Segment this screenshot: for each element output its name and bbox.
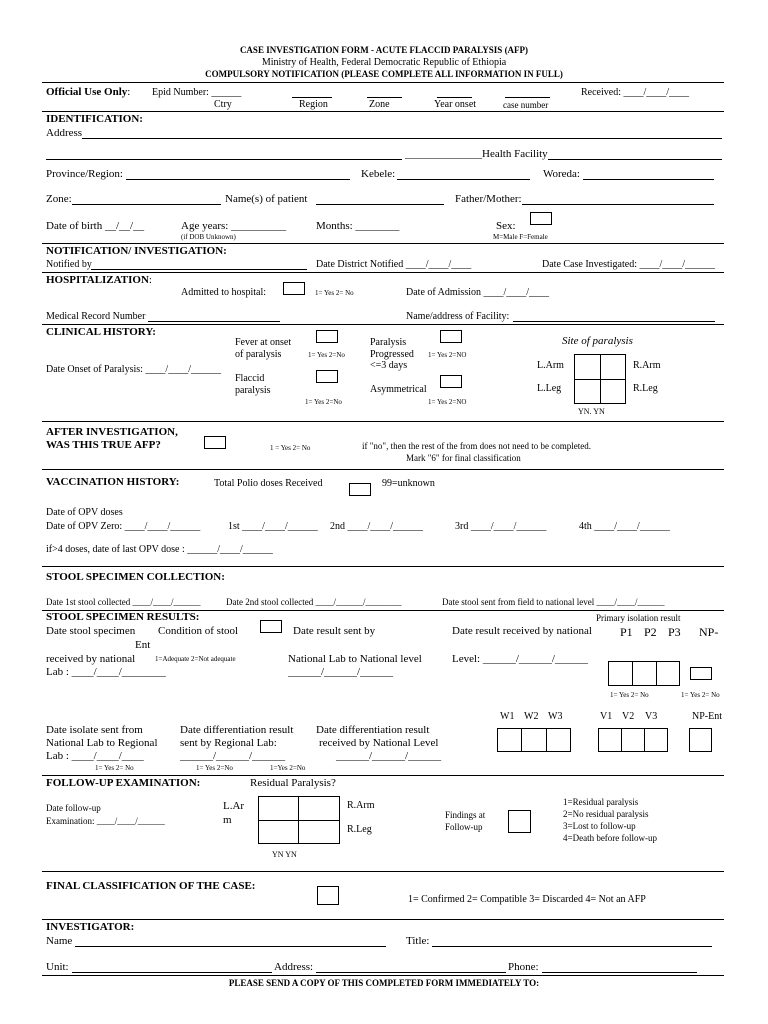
province-label: Province/Region: (46, 168, 123, 180)
condition-label: Condition of stool (158, 625, 239, 637)
opv-dose-3-date[interactable]: 3rd ____/____/______ (455, 521, 547, 532)
facility-label: Name/address of Facility: (406, 311, 510, 322)
w1-label: W1 (500, 711, 515, 722)
isolate-sent-label-2: National Lab to Regional (46, 737, 158, 749)
health-facility-field[interactable] (548, 159, 722, 160)
total-polio-doses-label: Total Polio doses Received (214, 478, 323, 489)
true-afp-checkbox[interactable] (204, 436, 226, 449)
date-onset-paralysis[interactable]: Date Onset of Paralysis: ____/____/______ (46, 364, 221, 375)
not-afp-note: if "no", then the rest of the from does not need to be completed. (362, 441, 592, 451)
hospitalization-heading: HOSPITALIZATION: (46, 274, 152, 286)
divider (42, 324, 724, 325)
isolate-sent-label: Date isolate sent from (46, 724, 143, 736)
divider (42, 566, 724, 567)
address-label: Address (46, 127, 83, 139)
fever-yes-no: 1= Yes 2=No (308, 351, 345, 359)
fever-checkbox[interactable] (316, 330, 338, 343)
vaccination-heading: VACCINATION HISTORY: (46, 476, 180, 488)
diff-sent-yes-no: 1= Yes 2=No (196, 764, 233, 772)
sex-note: M=Male F=Female (493, 233, 548, 241)
np-ent-checkbox[interactable] (690, 667, 712, 680)
paralysis-label-2: Progressed (370, 349, 414, 360)
zone-caption: Zone (369, 99, 390, 110)
adequate-note: 1=Adequate 2=Not adequate (155, 655, 236, 663)
unknown-note: 99=unknown (382, 478, 435, 489)
admitted-checkbox[interactable] (283, 282, 305, 295)
finding-option-3: 3=Lost to follow-up (563, 821, 636, 831)
region-caption: Region (299, 99, 328, 110)
date-received-national-label: Date result received by national (452, 625, 592, 637)
followup-date-label: Date follow-up (46, 803, 101, 813)
received-national-label: received by national (46, 653, 136, 665)
l-arm-label: L.Arm (537, 360, 564, 371)
primary-isolation-label: Primary isolation result (596, 613, 681, 623)
w-result-boxes[interactable] (497, 728, 571, 752)
notice-line: COMPULSORY NOTIFICATION (PLEASE COMPLETE ALL INFORMATION IN FULL) (205, 69, 563, 79)
condition-checkbox[interactable] (260, 620, 282, 633)
asymmetrical-yes-no: 1= Yes 2=NO (428, 398, 467, 406)
date-case-investigated[interactable]: Date Case Investigated: ____/____/______ (542, 259, 716, 270)
woreda-label: Woreda: (543, 168, 580, 180)
r-leg-label: R.Leg (633, 383, 658, 394)
np-label: NP- (699, 625, 719, 639)
region-line (292, 97, 332, 98)
date-specimen-label: Date stool specimen (46, 625, 136, 637)
clinical-heading: CLINICAL HISTORY: (46, 326, 156, 338)
np-ent-result-box[interactable] (689, 728, 712, 752)
investigator-phone-field[interactable] (542, 972, 697, 973)
sex-label: Sex: (496, 220, 516, 232)
months-field[interactable]: Months: ________ (316, 220, 400, 232)
findings-label-2: Follow-up (445, 822, 483, 832)
box-divider (546, 728, 547, 752)
fever-label-2: of paralysis (235, 349, 282, 360)
ent-label: Ent (135, 639, 151, 651)
stool-collection-heading: STOOL SPECIMEN COLLECTION: (46, 571, 225, 583)
case-number-caption: case number (503, 100, 549, 110)
finding-option-4: 4=Death before follow-up (563, 833, 658, 843)
investigator-title-field[interactable] (432, 946, 712, 947)
finding-option-1: 1=Residual paralysis (563, 797, 639, 807)
health-facility-label: ______________Health Facility (405, 148, 548, 160)
opv-zero-date[interactable]: Date of OPV Zero: ____/____/______ (46, 521, 201, 532)
divider (42, 243, 724, 244)
true-afp-yes-no: 1 = Yes 2= No (270, 444, 311, 452)
admitted-yes-no: 1= Yes 2= No (315, 289, 354, 297)
first-stool-date[interactable]: Date 1st stool collected ____/____/______ (46, 597, 201, 607)
zone-line (367, 97, 402, 98)
site-of-paralysis-label: Site of paralysis (562, 335, 633, 347)
isolate-yes-no: 1= Yes 2= No (95, 764, 134, 772)
w3-label: W3 (548, 711, 563, 722)
np-ent-yes-no: 1= Yes 2= No (681, 691, 720, 699)
investigator-name-field[interactable] (75, 946, 386, 947)
r-arm-label: R.Arm (633, 360, 661, 371)
facility-field[interactable] (513, 321, 715, 322)
total-polio-doses-box[interactable] (349, 483, 371, 496)
divider (42, 975, 724, 976)
zone-label: Zone: (46, 193, 72, 205)
investigator-phone-label: Phone: (508, 961, 539, 973)
investigator-name-label: Name (46, 935, 73, 947)
divider (42, 775, 724, 776)
opv-dose-1-date[interactable]: 1st ____/____/______ (228, 521, 318, 532)
notified-by-field[interactable] (91, 269, 307, 270)
grid-divider (258, 820, 340, 821)
record-number-field[interactable] (148, 321, 280, 322)
stool-results-heading: STOOL SPECIMEN RESULTS: (46, 611, 200, 623)
box-divider (621, 728, 622, 752)
final-classification-box[interactable] (317, 886, 339, 905)
paralysis-label-3: <=3 days (370, 360, 408, 371)
final-classification-heading: FINAL CLASSIFICATION OF THE CASE: (46, 880, 256, 892)
diff-sent-label-2: sent by Regional Lab: (180, 737, 277, 749)
case-line (505, 97, 550, 98)
epid-number: Epid Number: ______ (152, 87, 242, 98)
classification-options: 1= Confirmed 2= Compatible 3= Discarded 4= Not an AFP (408, 894, 646, 905)
divider (42, 82, 724, 83)
patient-name-label: Name(s) of patient (225, 193, 308, 205)
province-field[interactable] (126, 179, 350, 180)
received-date: Received: ____/____/____ (581, 87, 690, 98)
age-years-field[interactable]: Age years: __________ (181, 220, 287, 232)
investigator-unit-label: Unit: (46, 961, 69, 973)
v1-label: V1 (600, 711, 613, 722)
asymmetrical-checkbox[interactable] (440, 375, 462, 388)
investigator-unit-field[interactable] (72, 972, 272, 973)
v2-label: V2 (622, 711, 635, 722)
father-mother-label: Father/Mother: (455, 193, 522, 205)
box-divider (632, 661, 633, 686)
box-divider (521, 728, 522, 752)
r-leg-label: R.Leg (347, 824, 372, 835)
divider (42, 871, 724, 872)
kebele-field[interactable] (397, 179, 530, 180)
divider (42, 421, 724, 422)
box-divider (644, 728, 645, 752)
sex-checkbox[interactable] (530, 212, 552, 225)
patient-name-field[interactable] (316, 204, 444, 205)
site-yn-caption: YN. YN (578, 407, 605, 416)
findings-box[interactable] (508, 810, 531, 833)
p1-label: P1 (620, 625, 633, 639)
r-arm-label: R.Arm (347, 800, 375, 811)
investigator-heading: INVESTIGATOR: (46, 921, 135, 933)
kebele-label: Kebele: (361, 168, 396, 180)
followup-date[interactable]: Examination: ____/____/______ (46, 816, 165, 826)
paralysis-progressed-checkbox[interactable] (440, 330, 462, 343)
diff-received-date[interactable]: ______/______/______ (336, 750, 442, 762)
investigator-title-label: Title: (406, 935, 430, 947)
diff-received-yes-no: 1=Yes 2=No (270, 764, 306, 772)
divider (42, 919, 724, 920)
flaccid-yes-no: 1= Yes 2=No (305, 398, 342, 406)
true-afp-heading: WAS THIS TRUE AFP? (46, 439, 161, 451)
nat-to-nat-label: National Lab to National level (288, 653, 422, 665)
investigator-address-label: Address: (274, 961, 314, 973)
primary-isolation-boxes[interactable] (608, 661, 680, 686)
followup-yn-caption: YN YN (272, 850, 297, 859)
mark-6-note: Mark "6" for final classification (406, 453, 521, 463)
diff-sent-date[interactable]: ______/______/______ (180, 750, 286, 762)
primary-yes-no: 1= Yes 2= No (610, 691, 649, 699)
divider (42, 111, 724, 112)
send-copy-notice: PLEASE SEND A COPY OF THIS COMPLETED FORM IMMEDIATELY TO: (228, 978, 540, 988)
p2-label: P2 (644, 625, 657, 639)
notified-by-label: Notified by (46, 259, 92, 270)
asymmetrical-label: Asymmetrical (370, 384, 427, 395)
year-line (437, 97, 472, 98)
l-arm-label: L.Ar (223, 800, 245, 812)
v-result-boxes[interactable] (598, 728, 668, 752)
dob-field[interactable]: Date of birth __/__/__ (46, 220, 145, 232)
paralysis-yes-no: 1= Yes 2=NO (428, 351, 467, 359)
fever-label: Fever at onset (235, 337, 292, 348)
second-stool-date[interactable]: Date 2nd stool collected ____/______/________ (226, 597, 402, 607)
address-field-2[interactable] (46, 159, 402, 160)
divider (42, 272, 724, 273)
diff-received-label-2: received by National Level (319, 737, 439, 749)
finding-option-2: 2=No residual paralysis (563, 809, 649, 819)
ctry-caption: Ctry (214, 99, 232, 110)
flaccid-label-2: paralysis (235, 385, 271, 396)
woreda-field[interactable] (583, 179, 714, 180)
box-divider (656, 661, 657, 686)
admitted-label: Admitted to hospital: (181, 287, 266, 298)
diff-received-label: Date differentiation result (316, 724, 430, 736)
level-date[interactable]: Level: ______/______/______ (452, 653, 588, 665)
divider (42, 469, 724, 470)
p3-label: P3 (668, 625, 681, 639)
last-opv-date[interactable]: if>4 doses, date of last OPV dose : ______/____/______ (46, 544, 273, 555)
flaccid-label: Flaccid (235, 373, 265, 384)
w2-label: W2 (524, 711, 539, 722)
l-leg-label: L.Leg (537, 383, 562, 394)
year-onset-caption: Year onset (434, 99, 477, 110)
opv-dose-4-date[interactable]: 4th ____/____/______ (579, 521, 670, 532)
l-arm-label-2: m (223, 814, 232, 826)
paralysis-label: Paralysis (370, 337, 407, 348)
v3-label: V3 (645, 711, 658, 722)
date-district-notified[interactable]: Date District Notified ____/____/____ (316, 259, 472, 270)
investigator-address-field[interactable] (316, 972, 506, 973)
lab-received-date[interactable]: Lab : ____/____/________ (46, 666, 166, 678)
identification-heading: IDENTIFICATION: (46, 113, 143, 125)
findings-label: Findings at (445, 810, 486, 820)
zone-field[interactable] (72, 204, 221, 205)
record-number-label: Medical Record Number (46, 311, 146, 322)
np-ent-label: NP-Ent (692, 711, 722, 722)
notification-heading: NOTIFICATION/ INVESTIGATION: (46, 245, 227, 257)
residual-paralysis-label: Residual Paralysis? (250, 777, 336, 789)
father-mother-field[interactable] (522, 204, 714, 205)
form-title: CASE INVESTIGATION FORM - ACUTE FLACCID PARALYSIS (AFP) (239, 45, 529, 55)
isolate-sent-date[interactable]: Lab : ____/____/____ (46, 750, 144, 762)
followup-heading: FOLLOW-UP EXAMINATION: (46, 777, 201, 789)
flaccid-checkbox[interactable] (316, 370, 338, 383)
dob-note: (if DOB Unknown) (181, 233, 236, 241)
after-investigation-heading: AFTER INVESTIGATION, (46, 426, 178, 438)
date-sent-by-label: Date result sent by (293, 625, 376, 637)
grid-divider (574, 379, 626, 380)
date-opv-doses-label: Date of OPV doses (46, 507, 123, 518)
nat-level-date[interactable]: ______/______/______ (288, 666, 394, 678)
opv-dose-2-date[interactable]: 2nd ____/____/______ (330, 521, 424, 532)
official-use-label: Official Use Only: (46, 86, 131, 98)
diff-sent-label: Date differentiation result (180, 724, 294, 736)
address-field[interactable] (82, 138, 722, 139)
stool-sent-date[interactable]: Date stool sent from field to national level ____/____/______ (442, 597, 665, 607)
ministry-line: Ministry of Health, Federal Democratic Republic of Ethiopia (261, 57, 507, 68)
date-of-admission[interactable]: Date of Admission ____/____/____ (406, 287, 550, 298)
